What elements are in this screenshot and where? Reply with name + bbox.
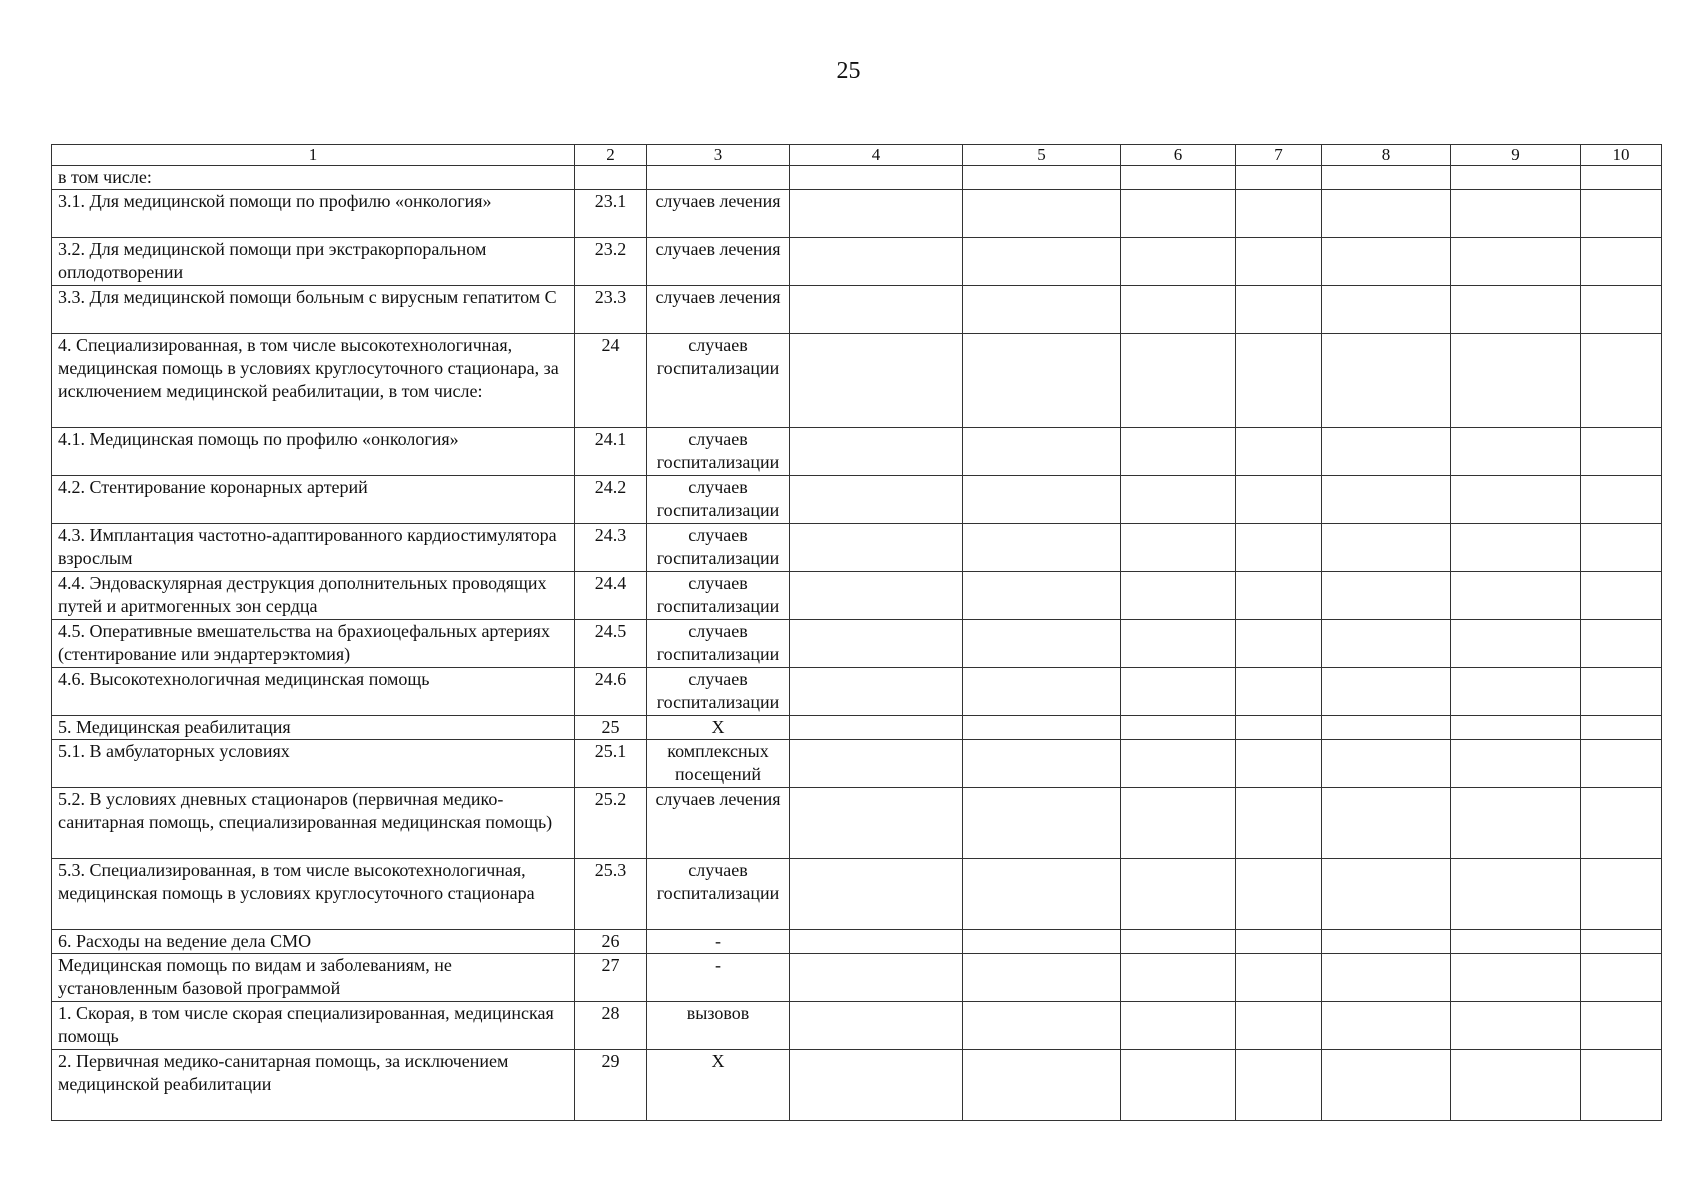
empty-value-cell: [1451, 788, 1581, 859]
table-row: [52, 334, 1662, 428]
row-unit-cell: [647, 166, 790, 190]
empty-value-cell: [790, 930, 963, 954]
empty-value-cell: [1236, 334, 1322, 428]
row-unit-cell: случаев госпитализации: [647, 476, 790, 524]
empty-value-cell: [1121, 166, 1236, 190]
empty-value-cell: [1451, 1050, 1581, 1121]
row-unit-cell: случаев лечения: [647, 238, 790, 286]
empty-value-cell: [963, 238, 1121, 286]
empty-value-cell: [1236, 1050, 1322, 1121]
row-unit-cell: случаев госпитализации: [647, 668, 790, 716]
empty-value-cell: [1236, 954, 1322, 1002]
empty-value-cell: [1322, 668, 1451, 716]
row-unit-cell: Х: [647, 716, 790, 740]
table-row: [52, 859, 1662, 930]
row-code-cell: 25.3: [575, 859, 647, 930]
empty-value-cell: [1236, 740, 1322, 788]
table-row: [52, 740, 1662, 788]
table-row: [52, 716, 1662, 740]
row-code-cell: 24.3: [575, 524, 647, 572]
row-code-cell: 29: [575, 1050, 647, 1121]
row-name-cell: 6. Расходы на ведение дела СМО: [52, 930, 575, 954]
column-number: 1: [52, 145, 575, 166]
empty-value-cell: [790, 238, 963, 286]
page-number: 25: [836, 58, 861, 84]
empty-value-cell: [1322, 954, 1451, 1002]
empty-value-cell: [1451, 238, 1581, 286]
empty-value-cell: [1451, 524, 1581, 572]
empty-value-cell: [1236, 930, 1322, 954]
row-name-cell: 4.4. Эндоваскулярная деструкция дополнительных проводящих путей и аритмогенных зон сердца: [52, 572, 575, 620]
empty-value-cell: [790, 190, 963, 238]
row-unit-cell: Х: [647, 1050, 790, 1121]
empty-value-cell: [1322, 740, 1451, 788]
empty-value-cell: [1581, 1002, 1662, 1050]
empty-value-cell: [1451, 716, 1581, 740]
empty-value-cell: [1581, 166, 1662, 190]
empty-value-cell: [963, 620, 1121, 668]
row-name-cell: 3.1. Для медицинской помощи по профилю «онкология»: [52, 190, 575, 238]
empty-value-cell: [963, 334, 1121, 428]
empty-value-cell: [1121, 716, 1236, 740]
row-code-cell: [575, 166, 647, 190]
table-row: [52, 572, 1662, 620]
empty-value-cell: [1322, 572, 1451, 620]
row-code-cell: 25.1: [575, 740, 647, 788]
empty-value-cell: [790, 788, 963, 859]
empty-value-cell: [1236, 716, 1322, 740]
row-name-cell: 4. Специализированная, в том числе высокотехнологичная, медицинская помощь в условиях круглосуточного стационара, за исключением медицинской реабилитации, в том числе:: [52, 334, 575, 428]
row-name-cell: 4.3. Имплантация частотно-адаптированного кардиостимулятора взрослым: [52, 524, 575, 572]
row-name-cell: 2. Первичная медико-санитарная помощь, за исключением медицинской реабилитации: [52, 1050, 575, 1121]
empty-value-cell: [1121, 238, 1236, 286]
empty-value-cell: [963, 930, 1121, 954]
empty-value-cell: [790, 524, 963, 572]
row-code-cell: 23.2: [575, 238, 647, 286]
empty-value-cell: [963, 428, 1121, 476]
empty-value-cell: [1451, 740, 1581, 788]
row-unit-cell: случаев госпитализации: [647, 572, 790, 620]
row-unit-cell: вызовов: [647, 1002, 790, 1050]
empty-value-cell: [1451, 334, 1581, 428]
empty-value-cell: [1581, 859, 1662, 930]
empty-value-cell: [1322, 1002, 1451, 1050]
empty-value-cell: [790, 334, 963, 428]
empty-value-cell: [1121, 476, 1236, 524]
empty-value-cell: [1236, 166, 1322, 190]
table-row: [52, 788, 1662, 859]
empty-value-cell: [1451, 668, 1581, 716]
empty-value-cell: [963, 572, 1121, 620]
empty-value-cell: [1236, 238, 1322, 286]
empty-value-cell: [1581, 930, 1662, 954]
row-name-cell: 4.6. Высокотехнологичная медицинская помощь: [52, 668, 575, 716]
empty-value-cell: [1451, 1002, 1581, 1050]
row-unit-cell: случаев госпитализации: [647, 428, 790, 476]
empty-value-cell: [1121, 859, 1236, 930]
empty-value-cell: [790, 286, 963, 334]
empty-value-cell: [790, 954, 963, 1002]
column-number: 4: [790, 145, 963, 166]
empty-value-cell: [790, 620, 963, 668]
empty-value-cell: [1322, 1050, 1451, 1121]
column-number: 2: [575, 145, 647, 166]
row-name-cell: 5.1. В амбулаторных условиях: [52, 740, 575, 788]
table-row: [52, 428, 1662, 476]
row-name-cell: 4.1. Медицинская помощь по профилю «онкология»: [52, 428, 575, 476]
empty-value-cell: [1581, 428, 1662, 476]
empty-value-cell: [963, 524, 1121, 572]
row-code-cell: 24.5: [575, 620, 647, 668]
row-name-cell: 4.2. Стентирование коронарных артерий: [52, 476, 575, 524]
empty-value-cell: [1121, 190, 1236, 238]
empty-value-cell: [1322, 620, 1451, 668]
row-unit-cell: случаев госпитализации: [647, 334, 790, 428]
empty-value-cell: [1581, 286, 1662, 334]
row-unit-cell: -: [647, 954, 790, 1002]
empty-value-cell: [1236, 1002, 1322, 1050]
empty-value-cell: [790, 476, 963, 524]
empty-value-cell: [963, 166, 1121, 190]
column-number: 6: [1121, 145, 1236, 166]
empty-value-cell: [1451, 859, 1581, 930]
empty-value-cell: [790, 428, 963, 476]
row-name-cell: в том числе:: [52, 166, 575, 190]
table-row: [52, 524, 1662, 572]
empty-value-cell: [963, 740, 1121, 788]
column-number: 10: [1581, 145, 1662, 166]
empty-value-cell: [790, 740, 963, 788]
empty-value-cell: [1451, 476, 1581, 524]
empty-value-cell: [1121, 954, 1236, 1002]
empty-value-cell: [1322, 190, 1451, 238]
empty-value-cell: [1236, 668, 1322, 716]
empty-value-cell: [790, 668, 963, 716]
empty-value-cell: [1236, 859, 1322, 930]
empty-value-cell: [1581, 740, 1662, 788]
table-row: [52, 190, 1662, 238]
empty-value-cell: [1581, 788, 1662, 859]
empty-value-cell: [1121, 1002, 1236, 1050]
empty-value-cell: [1121, 740, 1236, 788]
empty-value-cell: [1451, 954, 1581, 1002]
empty-value-cell: [963, 716, 1121, 740]
column-number: 8: [1322, 145, 1451, 166]
empty-value-cell: [963, 476, 1121, 524]
empty-value-cell: [790, 1002, 963, 1050]
empty-value-cell: [1121, 620, 1236, 668]
empty-value-cell: [1581, 334, 1662, 428]
row-unit-cell: случаев госпитализации: [647, 620, 790, 668]
row-unit-cell: -: [647, 930, 790, 954]
empty-value-cell: [1121, 572, 1236, 620]
empty-value-cell: [1451, 428, 1581, 476]
empty-value-cell: [790, 859, 963, 930]
empty-value-cell: [1581, 238, 1662, 286]
row-unit-cell: комплексных посещений: [647, 740, 790, 788]
empty-value-cell: [963, 1050, 1121, 1121]
empty-value-cell: [1581, 190, 1662, 238]
row-code-cell: 25.2: [575, 788, 647, 859]
empty-value-cell: [1121, 428, 1236, 476]
empty-value-cell: [1581, 524, 1662, 572]
empty-value-cell: [963, 286, 1121, 334]
empty-value-cell: [1322, 286, 1451, 334]
empty-value-cell: [1581, 1050, 1662, 1121]
table-row: [52, 166, 1662, 190]
empty-value-cell: [1236, 286, 1322, 334]
empty-value-cell: [790, 166, 963, 190]
empty-value-cell: [1236, 572, 1322, 620]
empty-value-cell: [1322, 859, 1451, 930]
empty-value-cell: [1322, 476, 1451, 524]
row-name-cell: 3.2. Для медицинской помощи при экстракорпоральном оплодотворении: [52, 238, 575, 286]
column-number: 7: [1236, 145, 1322, 166]
row-name-cell: 5.3. Специализированная, в том числе высокотехнологичная, медицинская помощь в условиях круглосуточного стационара: [52, 859, 575, 930]
empty-value-cell: [1322, 930, 1451, 954]
row-code-cell: 24: [575, 334, 647, 428]
empty-value-cell: [1322, 788, 1451, 859]
empty-value-cell: [963, 954, 1121, 1002]
empty-value-cell: [1581, 954, 1662, 1002]
table-row: [52, 476, 1662, 524]
empty-value-cell: [1322, 428, 1451, 476]
row-name-cell: 1. Скорая, в том числе скорая специализированная, медицинская помощь: [52, 1002, 575, 1050]
empty-value-cell: [1121, 668, 1236, 716]
empty-value-cell: [1236, 190, 1322, 238]
empty-value-cell: [1236, 788, 1322, 859]
empty-value-cell: [1121, 930, 1236, 954]
empty-value-cell: [1451, 190, 1581, 238]
empty-value-cell: [1581, 620, 1662, 668]
empty-value-cell: [1121, 524, 1236, 572]
empty-value-cell: [1322, 716, 1451, 740]
column-number-row: [52, 145, 1662, 166]
empty-value-cell: [963, 668, 1121, 716]
column-number: 9: [1451, 145, 1581, 166]
empty-value-cell: [963, 1002, 1121, 1050]
row-code-cell: 26: [575, 930, 647, 954]
row-code-cell: 24.2: [575, 476, 647, 524]
table-row: [52, 238, 1662, 286]
empty-value-cell: [1121, 334, 1236, 428]
row-code-cell: 24.1: [575, 428, 647, 476]
column-number: 3: [647, 145, 790, 166]
row-code-cell: 25: [575, 716, 647, 740]
table-row: [52, 930, 1662, 954]
empty-value-cell: [1121, 1050, 1236, 1121]
empty-value-cell: [1451, 930, 1581, 954]
column-number: 5: [963, 145, 1121, 166]
row-unit-cell: случаев госпитализации: [647, 524, 790, 572]
row-name-cell: Медицинская помощь по видам и заболеваниям, не установленным базовой программой: [52, 954, 575, 1002]
row-code-cell: 23.3: [575, 286, 647, 334]
empty-value-cell: [1451, 620, 1581, 668]
table-row: [52, 1002, 1662, 1050]
empty-value-cell: [1451, 286, 1581, 334]
table-row: [52, 954, 1662, 1002]
table-row: [52, 1050, 1662, 1121]
row-code-cell: 28: [575, 1002, 647, 1050]
row-name-cell: 5.2. В условиях дневных стационаров (первичная медико-санитарная помощь, специализированная медицинская помощь): [52, 788, 575, 859]
empty-value-cell: [1581, 476, 1662, 524]
empty-value-cell: [790, 572, 963, 620]
empty-value-cell: [963, 788, 1121, 859]
empty-value-cell: [1451, 166, 1581, 190]
empty-value-cell: [1581, 572, 1662, 620]
row-code-cell: 24.6: [575, 668, 647, 716]
row-unit-cell: случаев лечения: [647, 190, 790, 238]
empty-value-cell: [1581, 716, 1662, 740]
empty-value-cell: [1322, 166, 1451, 190]
row-name-cell: 5. Медицинская реабилитация: [52, 716, 575, 740]
empty-value-cell: [1322, 524, 1451, 572]
table-row: [52, 620, 1662, 668]
empty-value-cell: [963, 859, 1121, 930]
row-code-cell: 23.1: [575, 190, 647, 238]
data-table: [51, 144, 1662, 1121]
empty-value-cell: [963, 190, 1121, 238]
empty-value-cell: [1322, 238, 1451, 286]
empty-value-cell: [790, 1050, 963, 1121]
row-unit-cell: случаев лечения: [647, 286, 790, 334]
empty-value-cell: [1236, 476, 1322, 524]
row-name-cell: 3.3. Для медицинской помощи больным с вирусным гепатитом С: [52, 286, 575, 334]
table-row: [52, 668, 1662, 716]
empty-value-cell: [1121, 286, 1236, 334]
empty-value-cell: [1581, 668, 1662, 716]
row-unit-cell: случаев госпитализации: [647, 859, 790, 930]
row-name-cell: 4.5. Оперативные вмешательства на брахиоцефальных артериях (стентирование или эндартерэктомия): [52, 620, 575, 668]
empty-value-cell: [1322, 334, 1451, 428]
empty-value-cell: [1451, 572, 1581, 620]
empty-value-cell: [1236, 524, 1322, 572]
table-row: [52, 286, 1662, 334]
empty-value-cell: [1236, 620, 1322, 668]
empty-value-cell: [1121, 788, 1236, 859]
empty-value-cell: [790, 716, 963, 740]
row-unit-cell: случаев лечения: [647, 788, 790, 859]
row-code-cell: 24.4: [575, 572, 647, 620]
empty-value-cell: [1236, 428, 1322, 476]
row-code-cell: 27: [575, 954, 647, 1002]
